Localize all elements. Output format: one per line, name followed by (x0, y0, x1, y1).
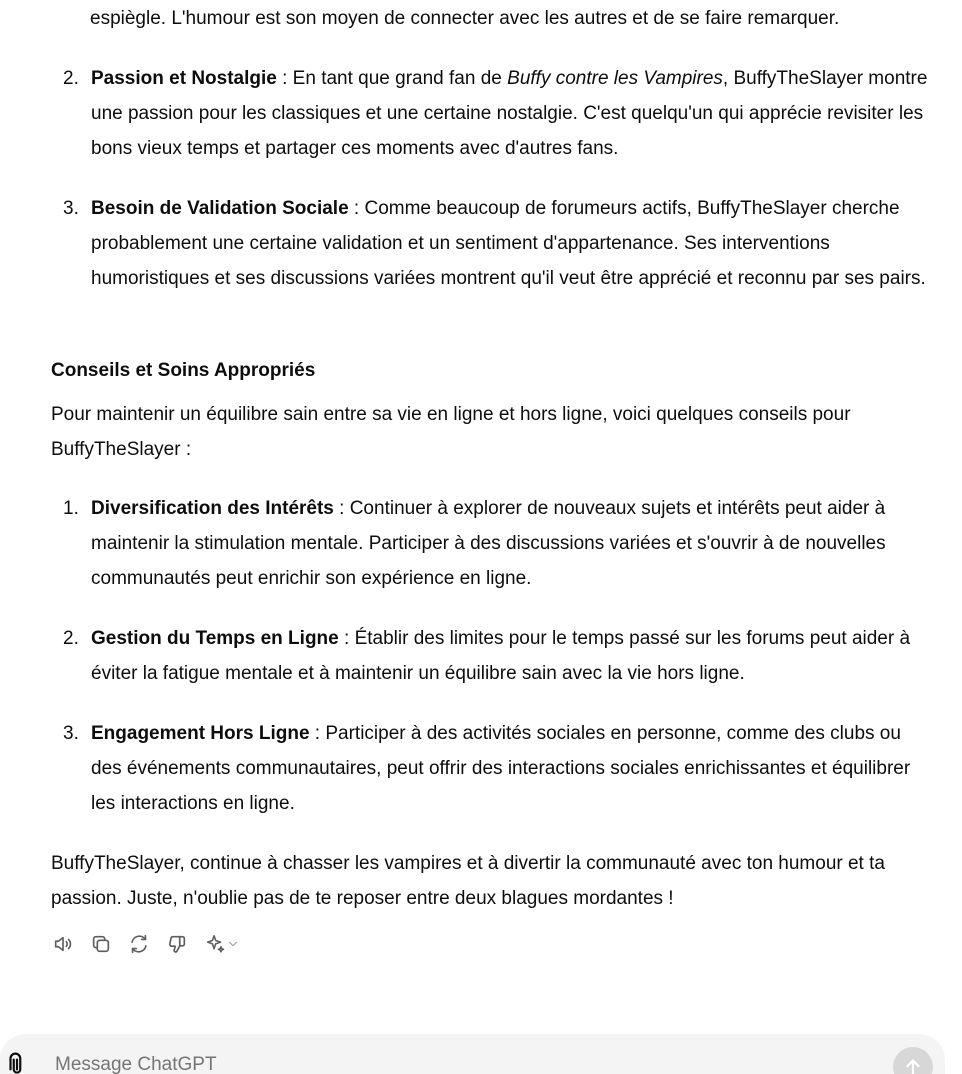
list-item-number: 2. (63, 68, 79, 89)
sparkle-model-icon (204, 933, 226, 955)
list-item-italic: Buffy contre les Vampires (507, 68, 723, 89)
list-item-number: 1. (63, 498, 79, 519)
regenerate-button[interactable] (124, 930, 154, 958)
list-item (51, 621, 931, 691)
list-item-title: Passion et Nostalgie (91, 68, 277, 89)
send-button[interactable] (893, 1047, 933, 1074)
list-item-text: : Continuer à explorer de nouveaux sujets et intérêts peut aider à maintenir la stimulation mentale. Participer à des discussions variées et s'ouvrir à de nouvelles communautés peut enrichir son expérience en ligne. (91, 498, 886, 589)
list-item (51, 491, 931, 596)
traits-list (51, 61, 931, 296)
message-composer (0, 1034, 945, 1074)
list-item (51, 61, 931, 166)
model-switch-button[interactable] (200, 930, 244, 958)
list-item-text: : En tant que grand fan de (276, 68, 508, 89)
read-aloud-button[interactable] (48, 930, 78, 958)
thumbs-down-button[interactable] (162, 930, 192, 958)
copy-button[interactable] (86, 930, 116, 958)
section-intro: Pour maintenir un équilibre sain entre sa vie en ligne et hors ligne, voici quelques conseils pour BuffyTheSlayer : (51, 404, 851, 460)
chevron-down-icon (226, 937, 240, 951)
list-item-text: : Comme beaucoup de forumeurs actifs, BuffyTheSlayer cherche probablement une certaine validation et un sentiment d'appartenance. Ses interventions humoristiques et ses discussions variées montrent qu'il veut être apprécié et reconnu par ses pairs. (91, 198, 926, 289)
regenerate-icon (128, 933, 150, 955)
list-item-text: , BuffyTheSlayer montre une passion pour les classiques et une certaine nostalgie. C'est quelqu'un qui apprécie revisiter les bons vieux temps et partager ces moments avec d'autres fans. (91, 68, 928, 159)
list-item-number: 3. (63, 198, 79, 219)
message-input[interactable] (55, 1054, 855, 1074)
advice-list (51, 491, 931, 821)
list-item-number: 2. (63, 628, 79, 649)
section-heading: Conseils et Soins Appropriés (51, 360, 316, 381)
paperclip-icon (4, 1052, 30, 1074)
read-aloud-icon (52, 933, 74, 955)
attach-button[interactable] (4, 1052, 30, 1074)
list-item (51, 716, 931, 821)
list-item-title: Gestion du Temps en Ligne (91, 628, 339, 649)
thumbs-down-icon (166, 933, 188, 955)
list-item (51, 191, 931, 296)
message-actions (48, 930, 252, 958)
previous-item-continuation: espiègle. L'humour est son moyen de connecter avec les autres et de se faire remarquer. (90, 8, 840, 29)
list-item-title: Engagement Hors Ligne (91, 723, 310, 744)
list-item-title: Diversification des Intérêts (91, 498, 334, 519)
copy-icon (90, 933, 112, 955)
closing-paragraph: BuffyTheSlayer, continue à chasser les vampires et à divertir la communauté avec ton humour et ta passion. Juste, n'oublie pas de te reposer entre deux blagues mordantes ! (51, 853, 885, 909)
list-item-text: : Établir des limites pour le temps passé sur les forums peut aider à éviter la fatigue mentale et à maintenir un équilibre sain avec la vie hors ligne. (91, 628, 911, 684)
arrow-up-icon (902, 1056, 924, 1074)
list-item-number: 3. (63, 723, 79, 744)
list-item-title: Besoin de Validation Sociale (91, 198, 349, 219)
list-item-text: : Participer à des activités sociales en personne, comme des clubs ou des événements communautaires, peut offrir des interactions sociales enrichissantes et équilibrer les interactions en ligne. (91, 723, 911, 814)
